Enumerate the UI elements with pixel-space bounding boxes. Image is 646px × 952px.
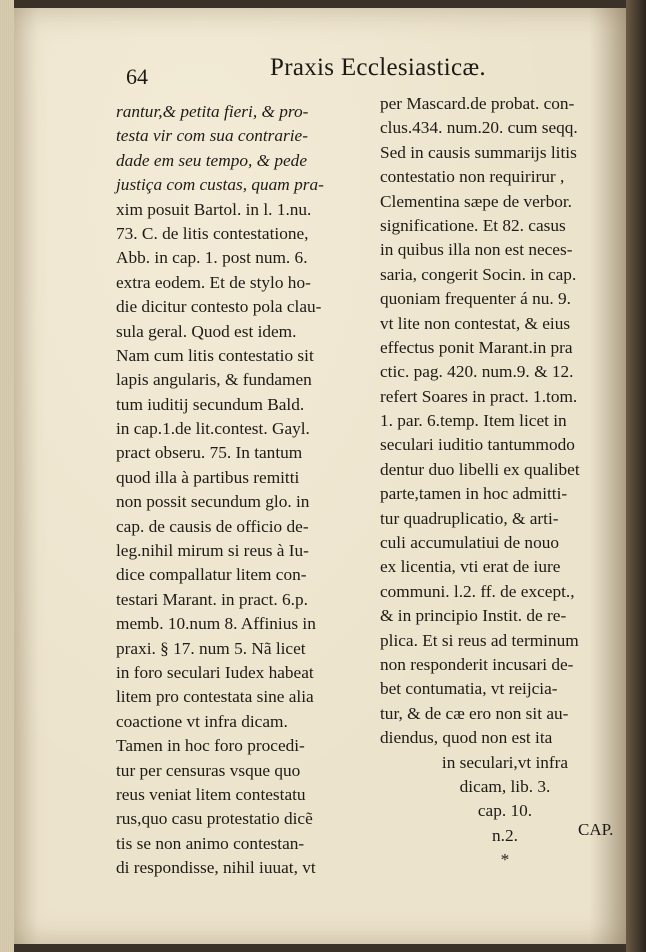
running-head: Praxis Ecclesiasticæ. (270, 54, 486, 81)
right-column-line: in seculari,vt infra (441, 752, 569, 772)
right-column-line: significatione. Et 82. casus (380, 215, 566, 235)
right-column-line: quoniam frequenter á nu. 9. (380, 289, 571, 309)
left-column-line: testari Marant. in pract. 6.p. (116, 589, 308, 609)
right-column-line: communi. l.2. ff. de except., (380, 581, 575, 601)
right-column-line: Clementina sæpe de verbor. (380, 191, 572, 211)
right-column-line: dicam, lib. 3. (459, 776, 551, 796)
left-column-line: cap. de causis de officio de- (116, 516, 309, 536)
right-column-line: Sed in causis summarijs litis (380, 142, 577, 162)
left-column-line: testa vir com sua contrarie- (116, 126, 308, 146)
left-column-line: non possit secundum glo. in (116, 492, 310, 512)
page-edges (0, 0, 14, 952)
right-column (380, 92, 630, 873)
left-column (116, 100, 368, 881)
right-column-line: ctic. pag. 420. num.9. & 12. (380, 362, 574, 382)
left-column-line: dice compallatur litem con- (116, 565, 307, 585)
page-header (112, 50, 486, 90)
right-column-line: n.2. (492, 825, 518, 845)
right-column-line: per Mascard.de probat. con- (380, 94, 575, 113)
left-column-line: lapis angularis, & fundamen (116, 370, 312, 390)
left-column-line: justiça com custas, quam pra- (116, 175, 324, 195)
left-column-line: in foro seculari Iudex habeat (116, 662, 314, 682)
left-column-line: memb. 10.num 8. Affinius in (116, 614, 316, 634)
left-column-line: coactione vt infra dicam. (116, 711, 288, 731)
right-column-line: bet contumatia, vt reijcia- (380, 679, 558, 699)
right-column-line: in quibus illa non est neces- (380, 240, 573, 260)
left-column-line: leg.nihil mirum si reus à Iu- (116, 541, 309, 561)
right-column-line: refert Soares in pract. 1.tom. (380, 386, 578, 406)
right-column-line: culi accumulatiui de nouo (380, 533, 559, 553)
left-column-line: sula geral. Quod est idem. (116, 321, 297, 341)
left-column-line: tur per censuras vsque quo (116, 760, 301, 780)
left-column-line: praxi. § 17. num 5. Nã licet (116, 638, 306, 658)
left-column-line: di respondisse, nihil iuuat, vt (116, 858, 316, 878)
left-column-line: rus,quo casu protestatio dicẽ (116, 809, 313, 829)
left-column-line: die dicitur contesto pola clau- (116, 297, 322, 317)
right-column-line: effectus ponit Marant.in pra (380, 337, 573, 357)
left-column-line: 73. C. de litis contestatione, (116, 223, 309, 243)
left-column-line: reus veniat litem contestatu (116, 784, 306, 804)
left-column-line: pract obseru. 75. In tantum (116, 443, 303, 463)
right-column-line: dentur duo libelli ex qualibet (380, 459, 580, 479)
right-column-line: seculari iuditio tantummodo (380, 435, 575, 455)
right-column-line: * (500, 850, 510, 870)
left-column-line: Nam cum litis contestatio sit (116, 345, 314, 365)
right-column-line: vt lite non contestat, & eius (380, 313, 571, 333)
left-column-line: Tamen in hoc foro procedi- (116, 736, 305, 756)
left-column-line: tum iuditij secundum Bald. (116, 394, 305, 414)
left-column-line: litem pro contestata sine alia (116, 687, 314, 707)
left-column-line: tis se non animo contestan- (116, 833, 305, 853)
right-column-line: cap. 10. (477, 801, 533, 821)
right-column-line: clus.434. num.20. cum seqq. (380, 118, 578, 138)
left-column-line: rantur,& petita fieri, & pro- (116, 102, 309, 121)
left-column-line: xim posuit Bartol. in l. 1.nu. (116, 199, 312, 219)
right-column-line: & in principio Instit. de re- (380, 606, 567, 626)
right-column-line: diendus, quod non est ita (380, 728, 553, 748)
right-column-line: 1. par. 6.temp. Item licet in (380, 411, 567, 431)
page-number: 64 (126, 64, 148, 89)
right-column-line: plica. Et si reus ad terminum (380, 630, 579, 650)
right-column-line: ex licentia, vti erat de iure (380, 557, 561, 577)
right-column-line: parte,tamen in hoc admitti- (380, 484, 568, 504)
left-column-line: quod illa à partibus remitti (116, 467, 300, 487)
left-column-line: dade em seu tempo, & pede (116, 150, 307, 170)
right-column-line: non responderit incusari de- (380, 654, 574, 674)
left-column-line: in cap.1.de lit.contest. Gayl. (116, 419, 310, 439)
left-column-line: Abb. in cap. 1. post num. 6. (116, 248, 308, 268)
right-column-line: tur quadruplicatio, & arti- (380, 508, 559, 528)
catchword: CAP. (578, 820, 614, 839)
right-column-line: tur, & de cæ ero non sit au- (380, 703, 569, 723)
right-column-line: saria, congerit Socin. in cap. (380, 264, 577, 284)
right-column-line: contestatio non requirirur , (380, 167, 565, 187)
left-column-line: extra eodem. Et de stylo ho- (116, 272, 311, 292)
